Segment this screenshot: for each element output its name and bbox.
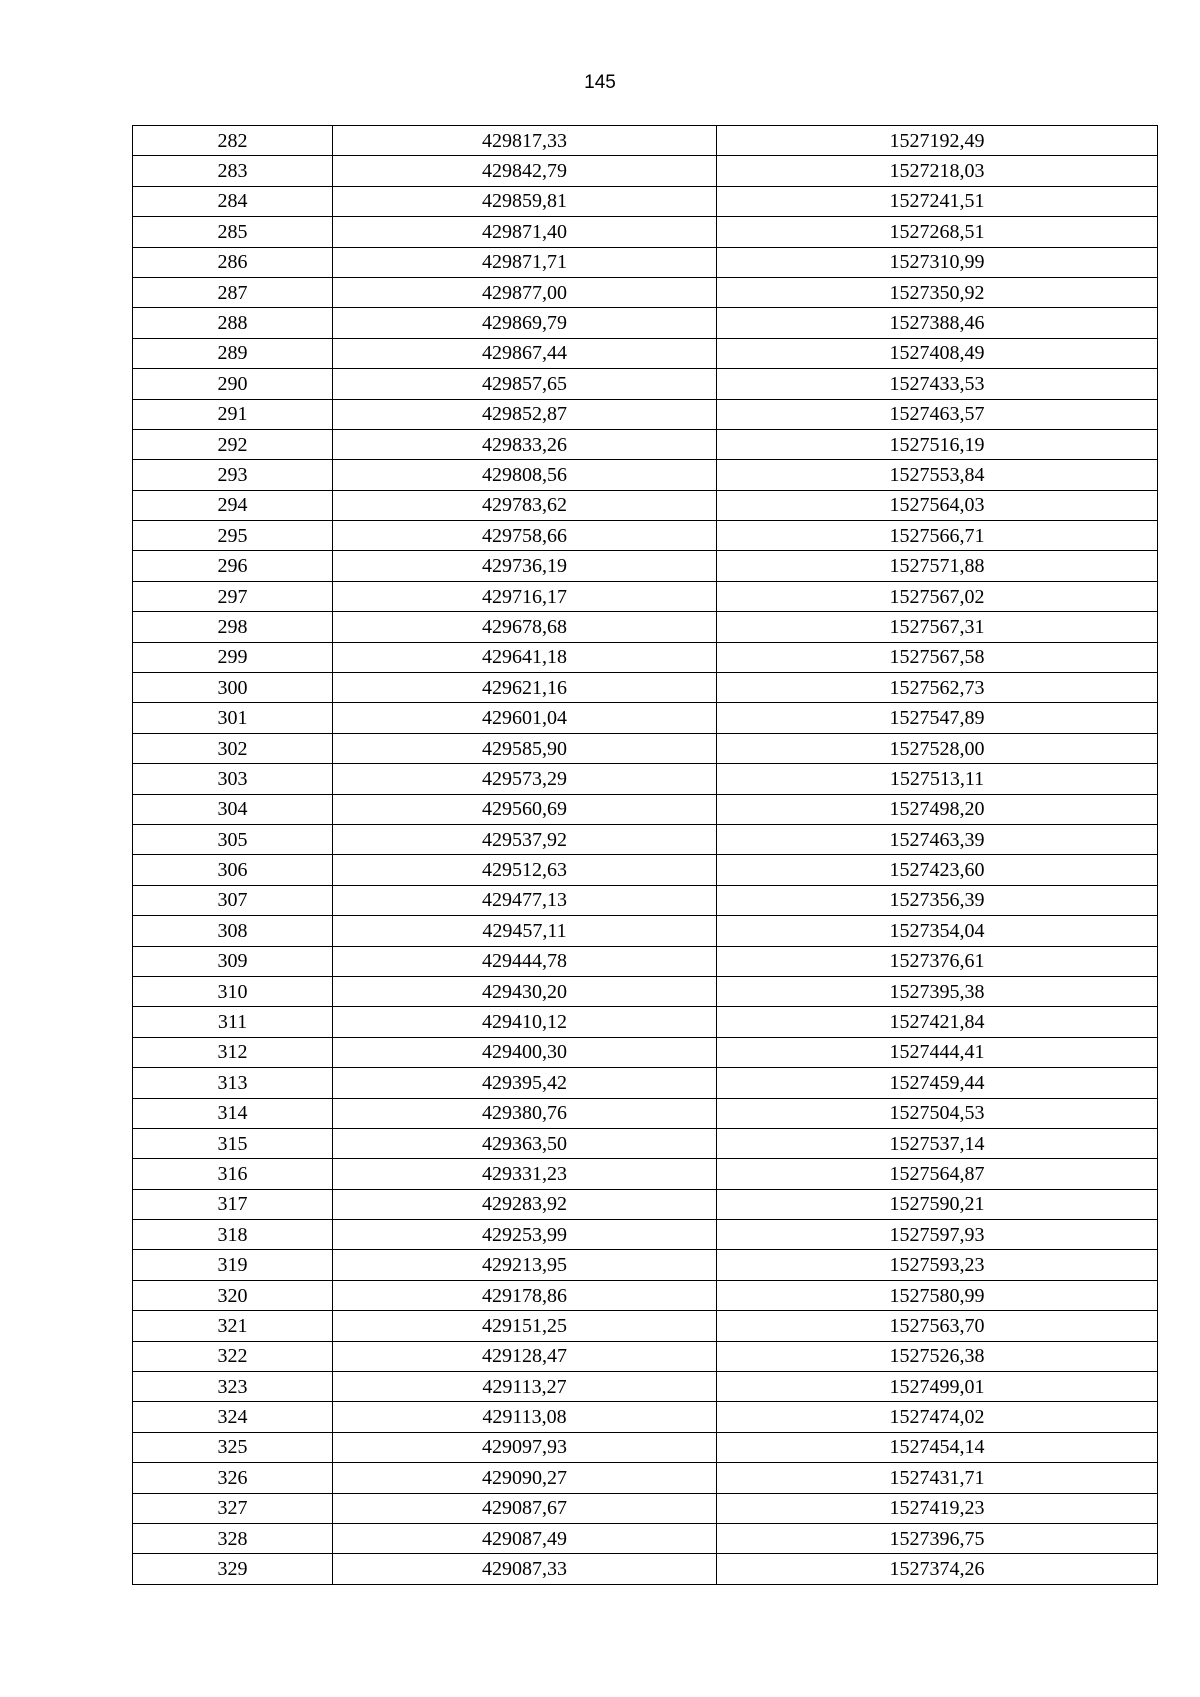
y-coordinate-cell: 1527433,53 <box>717 369 1158 399</box>
y-coordinate-cell: 1527459,44 <box>717 1068 1158 1098</box>
y-coordinate-cell: 1527564,03 <box>717 490 1158 520</box>
point-number-cell: 322 <box>133 1341 333 1371</box>
x-coordinate-cell: 429867,44 <box>333 338 717 368</box>
point-number-cell: 299 <box>133 642 333 672</box>
point-number-cell: 294 <box>133 490 333 520</box>
y-coordinate-cell: 1527395,38 <box>717 976 1158 1006</box>
table-row <box>133 126 1158 156</box>
point-number-cell: 282 <box>133 126 333 156</box>
x-coordinate-cell: 429283,92 <box>333 1189 717 1219</box>
x-coordinate-cell: 429113,08 <box>333 1402 717 1432</box>
y-coordinate-cell: 1527571,88 <box>717 551 1158 581</box>
table-row <box>133 1402 1158 1432</box>
x-coordinate-cell: 429842,79 <box>333 156 717 186</box>
x-coordinate-cell: 429087,67 <box>333 1493 717 1523</box>
table-row <box>133 1432 1158 1462</box>
table-row <box>133 1159 1158 1189</box>
x-coordinate-cell: 429113,27 <box>333 1372 717 1402</box>
x-coordinate-cell: 429877,00 <box>333 277 717 307</box>
y-coordinate-cell: 1527567,58 <box>717 642 1158 672</box>
point-number-cell: 318 <box>133 1220 333 1250</box>
table-row <box>133 521 1158 551</box>
table-row <box>133 490 1158 520</box>
table-row <box>133 1463 1158 1493</box>
point-number-cell: 284 <box>133 186 333 216</box>
table-row <box>133 1372 1158 1402</box>
table-row <box>133 1068 1158 1098</box>
table-row <box>133 916 1158 946</box>
y-coordinate-cell: 1527388,46 <box>717 308 1158 338</box>
table-row <box>133 794 1158 824</box>
x-coordinate-cell: 429852,87 <box>333 399 717 429</box>
table-row <box>133 1220 1158 1250</box>
y-coordinate-cell: 1527566,71 <box>717 521 1158 551</box>
y-coordinate-cell: 1527526,38 <box>717 1341 1158 1371</box>
point-number-cell: 327 <box>133 1493 333 1523</box>
y-coordinate-cell: 1527463,57 <box>717 399 1158 429</box>
x-coordinate-cell: 429859,81 <box>333 186 717 216</box>
y-coordinate-cell: 1527567,02 <box>717 581 1158 611</box>
table-row <box>133 764 1158 794</box>
y-coordinate-cell: 1527516,19 <box>717 429 1158 459</box>
table-row <box>133 460 1158 490</box>
table-row <box>133 673 1158 703</box>
table-row <box>133 1189 1158 1219</box>
point-number-cell: 300 <box>133 673 333 703</box>
y-coordinate-cell: 1527192,49 <box>717 126 1158 156</box>
point-number-cell: 292 <box>133 429 333 459</box>
point-number-cell: 291 <box>133 399 333 429</box>
table-row <box>133 976 1158 1006</box>
y-coordinate-cell: 1527580,99 <box>717 1280 1158 1310</box>
table-row <box>133 338 1158 368</box>
point-number-cell: 316 <box>133 1159 333 1189</box>
y-coordinate-cell: 1527419,23 <box>717 1493 1158 1523</box>
x-coordinate-cell: 429128,47 <box>333 1341 717 1371</box>
y-coordinate-cell: 1527597,93 <box>717 1220 1158 1250</box>
point-number-cell: 313 <box>133 1068 333 1098</box>
y-coordinate-cell: 1527547,89 <box>717 703 1158 733</box>
x-coordinate-cell: 429253,99 <box>333 1220 717 1250</box>
point-number-cell: 320 <box>133 1280 333 1310</box>
table-row <box>133 1311 1158 1341</box>
point-number-cell: 295 <box>133 521 333 551</box>
point-number-cell: 302 <box>133 733 333 763</box>
y-coordinate-cell: 1527463,39 <box>717 824 1158 854</box>
x-coordinate-cell: 429363,50 <box>333 1128 717 1158</box>
x-coordinate-cell: 429716,17 <box>333 581 717 611</box>
point-number-cell: 325 <box>133 1432 333 1462</box>
x-coordinate-cell: 429783,62 <box>333 490 717 520</box>
point-number-cell: 311 <box>133 1007 333 1037</box>
y-coordinate-cell: 1527356,39 <box>717 885 1158 915</box>
x-coordinate-cell: 429871,40 <box>333 217 717 247</box>
point-number-cell: 301 <box>133 703 333 733</box>
table-row <box>133 308 1158 338</box>
x-coordinate-cell: 429641,18 <box>333 642 717 672</box>
x-coordinate-cell: 429601,04 <box>333 703 717 733</box>
table-row <box>133 612 1158 642</box>
table-row <box>133 1554 1158 1584</box>
point-number-cell: 303 <box>133 764 333 794</box>
x-coordinate-cell: 429758,66 <box>333 521 717 551</box>
point-number-cell: 308 <box>133 916 333 946</box>
x-coordinate-cell: 429817,33 <box>333 126 717 156</box>
x-coordinate-cell: 429808,56 <box>333 460 717 490</box>
x-coordinate-cell: 429430,20 <box>333 976 717 1006</box>
y-coordinate-cell: 1527268,51 <box>717 217 1158 247</box>
table-row <box>133 1128 1158 1158</box>
point-number-cell: 293 <box>133 460 333 490</box>
point-number-cell: 328 <box>133 1523 333 1553</box>
y-coordinate-cell: 1527504,53 <box>717 1098 1158 1128</box>
page-number: 145 <box>584 72 616 93</box>
point-number-cell: 285 <box>133 217 333 247</box>
y-coordinate-cell: 1527376,61 <box>717 946 1158 976</box>
point-number-cell: 297 <box>133 581 333 611</box>
table-row <box>133 1098 1158 1128</box>
point-number-cell: 286 <box>133 247 333 277</box>
table-row <box>133 551 1158 581</box>
table-row <box>133 156 1158 186</box>
y-coordinate-cell: 1527444,41 <box>717 1037 1158 1067</box>
x-coordinate-cell: 429621,16 <box>333 673 717 703</box>
table-row <box>133 1493 1158 1523</box>
y-coordinate-cell: 1527310,99 <box>717 247 1158 277</box>
y-coordinate-cell: 1527218,03 <box>717 156 1158 186</box>
x-coordinate-cell: 429585,90 <box>333 733 717 763</box>
table-row <box>133 1007 1158 1037</box>
y-coordinate-cell: 1527374,26 <box>717 1554 1158 1584</box>
y-coordinate-cell: 1527590,21 <box>717 1189 1158 1219</box>
x-coordinate-cell: 429512,63 <box>333 855 717 885</box>
table-row <box>133 217 1158 247</box>
table-row <box>133 642 1158 672</box>
table-row <box>133 1341 1158 1371</box>
x-coordinate-cell: 429573,29 <box>333 764 717 794</box>
table-row <box>133 855 1158 885</box>
x-coordinate-cell: 429560,69 <box>333 794 717 824</box>
x-coordinate-cell: 429871,71 <box>333 247 717 277</box>
x-coordinate-cell: 429857,65 <box>333 369 717 399</box>
table-row <box>133 399 1158 429</box>
y-coordinate-cell: 1527423,60 <box>717 855 1158 885</box>
y-coordinate-cell: 1527354,04 <box>717 916 1158 946</box>
table-row <box>133 733 1158 763</box>
point-number-cell: 307 <box>133 885 333 915</box>
point-number-cell: 289 <box>133 338 333 368</box>
coordinates-table-body <box>133 126 1158 1585</box>
point-number-cell: 319 <box>133 1250 333 1280</box>
y-coordinate-cell: 1527564,87 <box>717 1159 1158 1189</box>
x-coordinate-cell: 429410,12 <box>333 1007 717 1037</box>
y-coordinate-cell: 1527528,00 <box>717 733 1158 763</box>
table-row <box>133 1523 1158 1553</box>
y-coordinate-cell: 1527562,73 <box>717 673 1158 703</box>
coordinates-table <box>132 125 1158 1585</box>
y-coordinate-cell: 1527408,49 <box>717 338 1158 368</box>
x-coordinate-cell: 429151,25 <box>333 1311 717 1341</box>
x-coordinate-cell: 429395,42 <box>333 1068 717 1098</box>
y-coordinate-cell: 1527498,20 <box>717 794 1158 824</box>
x-coordinate-cell: 429444,78 <box>333 946 717 976</box>
point-number-cell: 305 <box>133 824 333 854</box>
point-number-cell: 321 <box>133 1311 333 1341</box>
point-number-cell: 304 <box>133 794 333 824</box>
point-number-cell: 315 <box>133 1128 333 1158</box>
y-coordinate-cell: 1527350,92 <box>717 277 1158 307</box>
y-coordinate-cell: 1527537,14 <box>717 1128 1158 1158</box>
point-number-cell: 283 <box>133 156 333 186</box>
point-number-cell: 287 <box>133 277 333 307</box>
table-row <box>133 946 1158 976</box>
table-row <box>133 429 1158 459</box>
y-coordinate-cell: 1527593,23 <box>717 1250 1158 1280</box>
point-number-cell: 317 <box>133 1189 333 1219</box>
x-coordinate-cell: 429678,68 <box>333 612 717 642</box>
x-coordinate-cell: 429090,27 <box>333 1463 717 1493</box>
point-number-cell: 290 <box>133 369 333 399</box>
point-number-cell: 323 <box>133 1372 333 1402</box>
x-coordinate-cell: 429537,92 <box>333 824 717 854</box>
table-row <box>133 703 1158 733</box>
point-number-cell: 309 <box>133 946 333 976</box>
y-coordinate-cell: 1527553,84 <box>717 460 1158 490</box>
y-coordinate-cell: 1527421,84 <box>717 1007 1158 1037</box>
table-row <box>133 581 1158 611</box>
point-number-cell: 306 <box>133 855 333 885</box>
x-coordinate-cell: 429087,49 <box>333 1523 717 1553</box>
point-number-cell: 312 <box>133 1037 333 1067</box>
y-coordinate-cell: 1527563,70 <box>717 1311 1158 1341</box>
x-coordinate-cell: 429869,79 <box>333 308 717 338</box>
table-row <box>133 1280 1158 1310</box>
x-coordinate-cell: 429400,30 <box>333 1037 717 1067</box>
point-number-cell: 296 <box>133 551 333 581</box>
y-coordinate-cell: 1527499,01 <box>717 1372 1158 1402</box>
x-coordinate-cell: 429213,95 <box>333 1250 717 1280</box>
x-coordinate-cell: 429087,33 <box>333 1554 717 1584</box>
table-row <box>133 277 1158 307</box>
point-number-cell: 329 <box>133 1554 333 1584</box>
table-row <box>133 885 1158 915</box>
table-row <box>133 824 1158 854</box>
y-coordinate-cell: 1527241,51 <box>717 186 1158 216</box>
x-coordinate-cell: 429097,93 <box>333 1432 717 1462</box>
table-row <box>133 1250 1158 1280</box>
y-coordinate-cell: 1527431,71 <box>717 1463 1158 1493</box>
x-coordinate-cell: 429736,19 <box>333 551 717 581</box>
x-coordinate-cell: 429477,13 <box>333 885 717 915</box>
point-number-cell: 310 <box>133 976 333 1006</box>
table-row <box>133 369 1158 399</box>
x-coordinate-cell: 429178,86 <box>333 1280 717 1310</box>
point-number-cell: 324 <box>133 1402 333 1432</box>
y-coordinate-cell: 1527474,02 <box>717 1402 1158 1432</box>
x-coordinate-cell: 429833,26 <box>333 429 717 459</box>
point-number-cell: 288 <box>133 308 333 338</box>
table-row <box>133 1037 1158 1067</box>
y-coordinate-cell: 1527396,75 <box>717 1523 1158 1553</box>
point-number-cell: 314 <box>133 1098 333 1128</box>
y-coordinate-cell: 1527513,11 <box>717 764 1158 794</box>
x-coordinate-cell: 429331,23 <box>333 1159 717 1189</box>
y-coordinate-cell: 1527567,31 <box>717 612 1158 642</box>
x-coordinate-cell: 429380,76 <box>333 1098 717 1128</box>
table-row <box>133 247 1158 277</box>
y-coordinate-cell: 1527454,14 <box>717 1432 1158 1462</box>
point-number-cell: 298 <box>133 612 333 642</box>
x-coordinate-cell: 429457,11 <box>333 916 717 946</box>
point-number-cell: 326 <box>133 1463 333 1493</box>
table-row <box>133 186 1158 216</box>
